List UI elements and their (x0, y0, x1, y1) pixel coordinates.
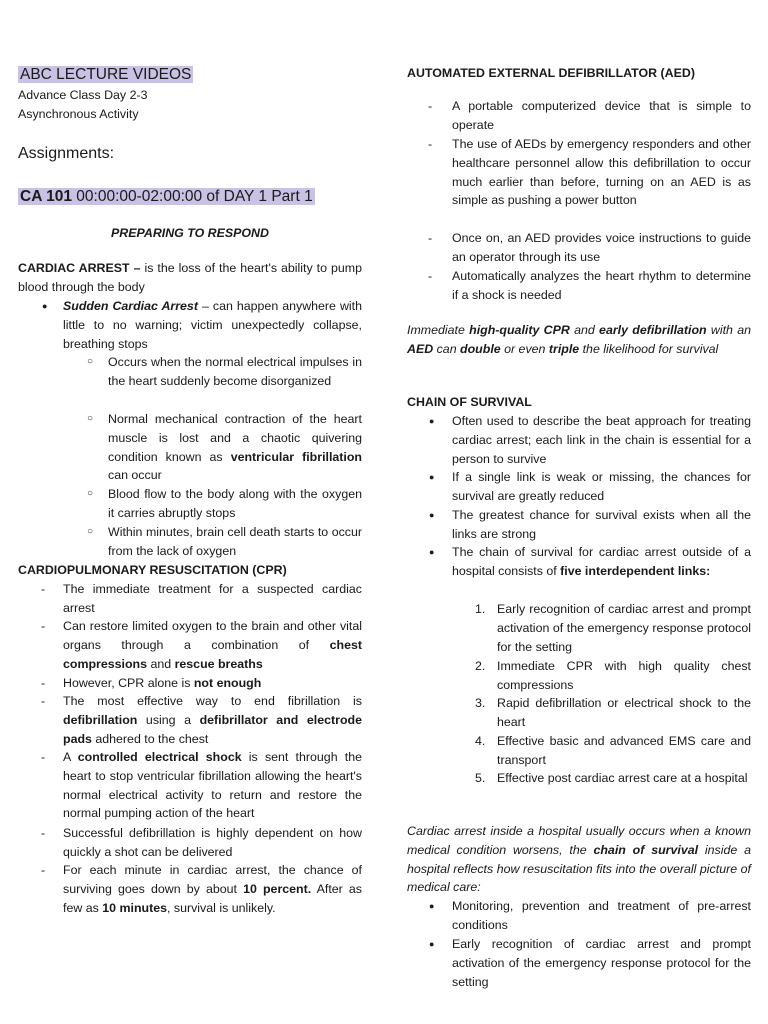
list-item (18, 748, 362, 823)
in-hospital-note (407, 822, 751, 897)
sca-sub-3: Blood flow to the body along with the oxygen it carries abruptly stops (108, 487, 362, 520)
list-item (407, 135, 751, 210)
text: inside a hospital reflects how resuscitation fits into the overall picture of medical care: (407, 842, 751, 895)
in-hospital-item-1: Monitoring, prevention and treatment of pre-arrest conditions (452, 899, 751, 932)
cpr-item-7 (63, 861, 362, 917)
text: A (63, 750, 78, 764)
bold-term: early defibrillation (599, 323, 707, 337)
aed-item-1: A portable computerized device that is simple to operate (452, 99, 751, 132)
aed-heading: AUTOMATED EXTERNAL DEFIBRILLATOR (AED) (407, 66, 695, 80)
text: can occur (108, 468, 162, 483)
bold-term: rescue breaths (174, 656, 263, 671)
sca-sub-2 (108, 410, 362, 485)
text: Cardiac arrest inside a hospital usually occurs when a known medical condition worsens, the (407, 824, 751, 857)
cpr-item-6: Successful defibrillation is highly dependent on how quickly a shot can be delivered (63, 826, 362, 859)
chain-item-3: The greatest chance for survival exists when all the links are strong (452, 508, 751, 541)
link-5: Effective post cardiac arrest care at a hospital (497, 771, 748, 785)
dash-marker: - (428, 269, 433, 283)
dash-marker: - (41, 863, 46, 877)
cpr-item-1: The immediate treatment for a suspected cardiac arrest (63, 582, 362, 615)
list-item (407, 694, 751, 732)
text: and (569, 323, 600, 337)
cpr-item-5 (63, 748, 362, 823)
survival-note (407, 321, 751, 359)
bold-term: controlled electrical shock (77, 750, 242, 764)
link-2: Immediate CPR with high quality chest compressions (497, 659, 751, 692)
text: using a (137, 712, 200, 727)
cpr-item-4 (63, 692, 362, 748)
list-item (407, 412, 751, 468)
circle-icon: ○ (87, 356, 94, 367)
list-number: 2. (475, 659, 486, 673)
text: , survival is unlikely. (167, 900, 276, 915)
course-title: ABC LECTURE VIDEOS (20, 66, 192, 83)
dash-marker: - (41, 619, 46, 633)
aed-item-4: Automatically analyzes the heart rhythm to determine if a shock is needed (452, 269, 751, 302)
list-item (18, 617, 362, 673)
list-item (407, 769, 751, 788)
bold-term: not enough (193, 676, 262, 690)
list-item (18, 861, 362, 917)
list-item (407, 897, 751, 935)
list-item (407, 657, 751, 695)
cardiac-arrest-def: is the loss of the heart's ability to pump blood through the body (18, 261, 363, 294)
bold-term: chain of survival (593, 842, 699, 857)
circle-icon: ○ (87, 413, 94, 424)
list-item (18, 410, 362, 485)
list-number: 3. (475, 696, 486, 710)
list-number: 5. (475, 771, 486, 785)
list-item (18, 824, 362, 862)
bullet-icon: ● (429, 416, 435, 426)
bold-term: 10 percent. (243, 881, 312, 896)
list-item (18, 353, 362, 391)
text: Normal mechanical contraction of the heart muscle is lost and a chaotic quivering condition known as (108, 412, 362, 464)
list-item (407, 506, 751, 544)
sca-def: – can happen anywhere with little to no warning; victim unexpectedly collapse, breathing stops (63, 299, 362, 351)
dash-marker: - (41, 826, 46, 840)
chain-heading: CHAIN OF SURVIVAL (407, 395, 532, 409)
list-item (18, 485, 362, 523)
link-4: Effective basic and advanced EMS care and transport (497, 734, 751, 767)
bold-term: defibrillator and electrode pads (63, 712, 362, 746)
list-number: 1. (475, 602, 486, 616)
bold-term: high-quality CPR (469, 323, 570, 337)
list-item (407, 600, 751, 656)
circle-icon: ○ (87, 526, 94, 537)
aed-item-2: The use of AEDs by emergency responders and other healthcare personnel allow this defibrillation to occur much earlier than before, turning on an AED is as simple as pushing a power button (452, 137, 751, 208)
chain-item-1: Often used to describe the beat approach for treating cardiac arrest; each link in the chain is essential for a person to survive (452, 414, 751, 466)
dash-marker: - (41, 750, 46, 764)
bullet-icon: ● (429, 547, 435, 557)
dash-marker: - (428, 231, 433, 245)
vf-term: ventricular fibrillation (230, 449, 362, 464)
section-heading: PREPARING TO RESPOND (111, 226, 269, 240)
text: After as few as (63, 881, 362, 915)
aed-item-3: Once on, an AED provides voice instructions to guide an operator through its use (452, 231, 751, 264)
text: Can restore limited oxygen to the brain and other vital organs through a combination of (63, 619, 362, 652)
text: For each minute in cardiac arrest, the chance of surviving goes down by about (63, 863, 362, 896)
dash-marker: - (41, 582, 46, 596)
list-item (407, 229, 751, 267)
text: and (147, 656, 175, 671)
bold-term: 10 minutes (102, 900, 167, 915)
bullet-icon: ● (429, 901, 435, 911)
text: with an (706, 323, 752, 337)
sca-term: Sudden Cardiac Arrest (63, 299, 198, 313)
in-hospital-item-2: Early recognition of cardiac arrest and prompt activation of the emergency response protocol for the setting (452, 937, 751, 989)
link-1: Early recognition of cardiac arrest and prompt activation of the emergency response protocol for the setting (497, 602, 751, 654)
cpr-heading: CARDIOPULMONARY RESUSCITATION (CPR) (18, 563, 287, 577)
cpr-item-3 (63, 674, 362, 693)
circle-icon: ○ (87, 488, 94, 499)
bold-term: defibrillation (63, 712, 138, 727)
dash-marker: - (41, 676, 46, 690)
text: The most effective way to end fibrillation is (63, 694, 362, 708)
text: can (433, 341, 461, 356)
bold-term: chest compressions (63, 637, 362, 671)
subtitle-1: Advance Class Day 2-3 (18, 88, 148, 102)
list-item (407, 468, 751, 506)
bullet-icon: ● (42, 301, 48, 311)
list-item (407, 97, 751, 135)
subtitle-2: Asynchronous Activity (18, 107, 139, 121)
text: The chain of survival for cardiac arrest outside of a hospital consists of (452, 545, 751, 578)
text: However, CPR alone is (63, 676, 194, 690)
chain-item-4 (452, 543, 751, 581)
link-3: Rapid defibrillation or electrical shock to the heart (497, 696, 751, 729)
cpr-item-2 (63, 617, 362, 673)
sca-sub-1: Occurs when the normal electrical impulses in the heart suddenly become disorganized (108, 355, 362, 388)
text: adhered to the chest (91, 731, 209, 746)
ca-range: 00:00:00-02:00:00 of DAY 1 Part 1 (71, 188, 313, 205)
bold-term: double (460, 341, 501, 356)
chain-item-2: If a single link is weak or missing, the chances for survival are greatly reduced (452, 470, 751, 503)
list-item (18, 692, 362, 748)
sca-sub-4: Within minutes, brain cell death starts to occur from the lack of oxygen (108, 525, 362, 558)
ca-heading (18, 186, 315, 208)
sca-text (63, 297, 362, 353)
list-item (407, 267, 751, 305)
list-item (407, 543, 751, 581)
list-item (407, 935, 751, 991)
list-item (407, 732, 751, 770)
cardiac-arrest-definition (18, 259, 362, 297)
list-item (18, 297, 362, 353)
dash-marker: - (428, 137, 433, 151)
assignments-label: Assignments: (18, 145, 115, 162)
text: or even (500, 341, 549, 356)
dash-marker: - (41, 694, 46, 708)
list-item (18, 580, 362, 618)
bold-term: five interdependent links: (560, 563, 711, 578)
text: Immediate (407, 323, 470, 337)
list-item (18, 523, 362, 561)
bullet-icon: ● (429, 472, 435, 482)
text: is sent through the heart to stop ventricular fibrillation allowing the heart's normal electrical activity to return and restore the normal pumping action of the heart (63, 750, 362, 821)
text: the likelihood for survival (579, 341, 719, 356)
list-item (18, 674, 362, 693)
cardiac-arrest-term: CARDIAC ARREST – (18, 261, 141, 275)
bold-term: AED (407, 341, 434, 356)
bullet-icon: ● (429, 510, 435, 520)
bullet-icon: ● (429, 939, 435, 949)
dash-marker: - (428, 99, 433, 113)
list-number: 4. (475, 734, 486, 748)
ca-code: CA 101 (20, 188, 72, 205)
bold-term: triple (548, 341, 580, 356)
